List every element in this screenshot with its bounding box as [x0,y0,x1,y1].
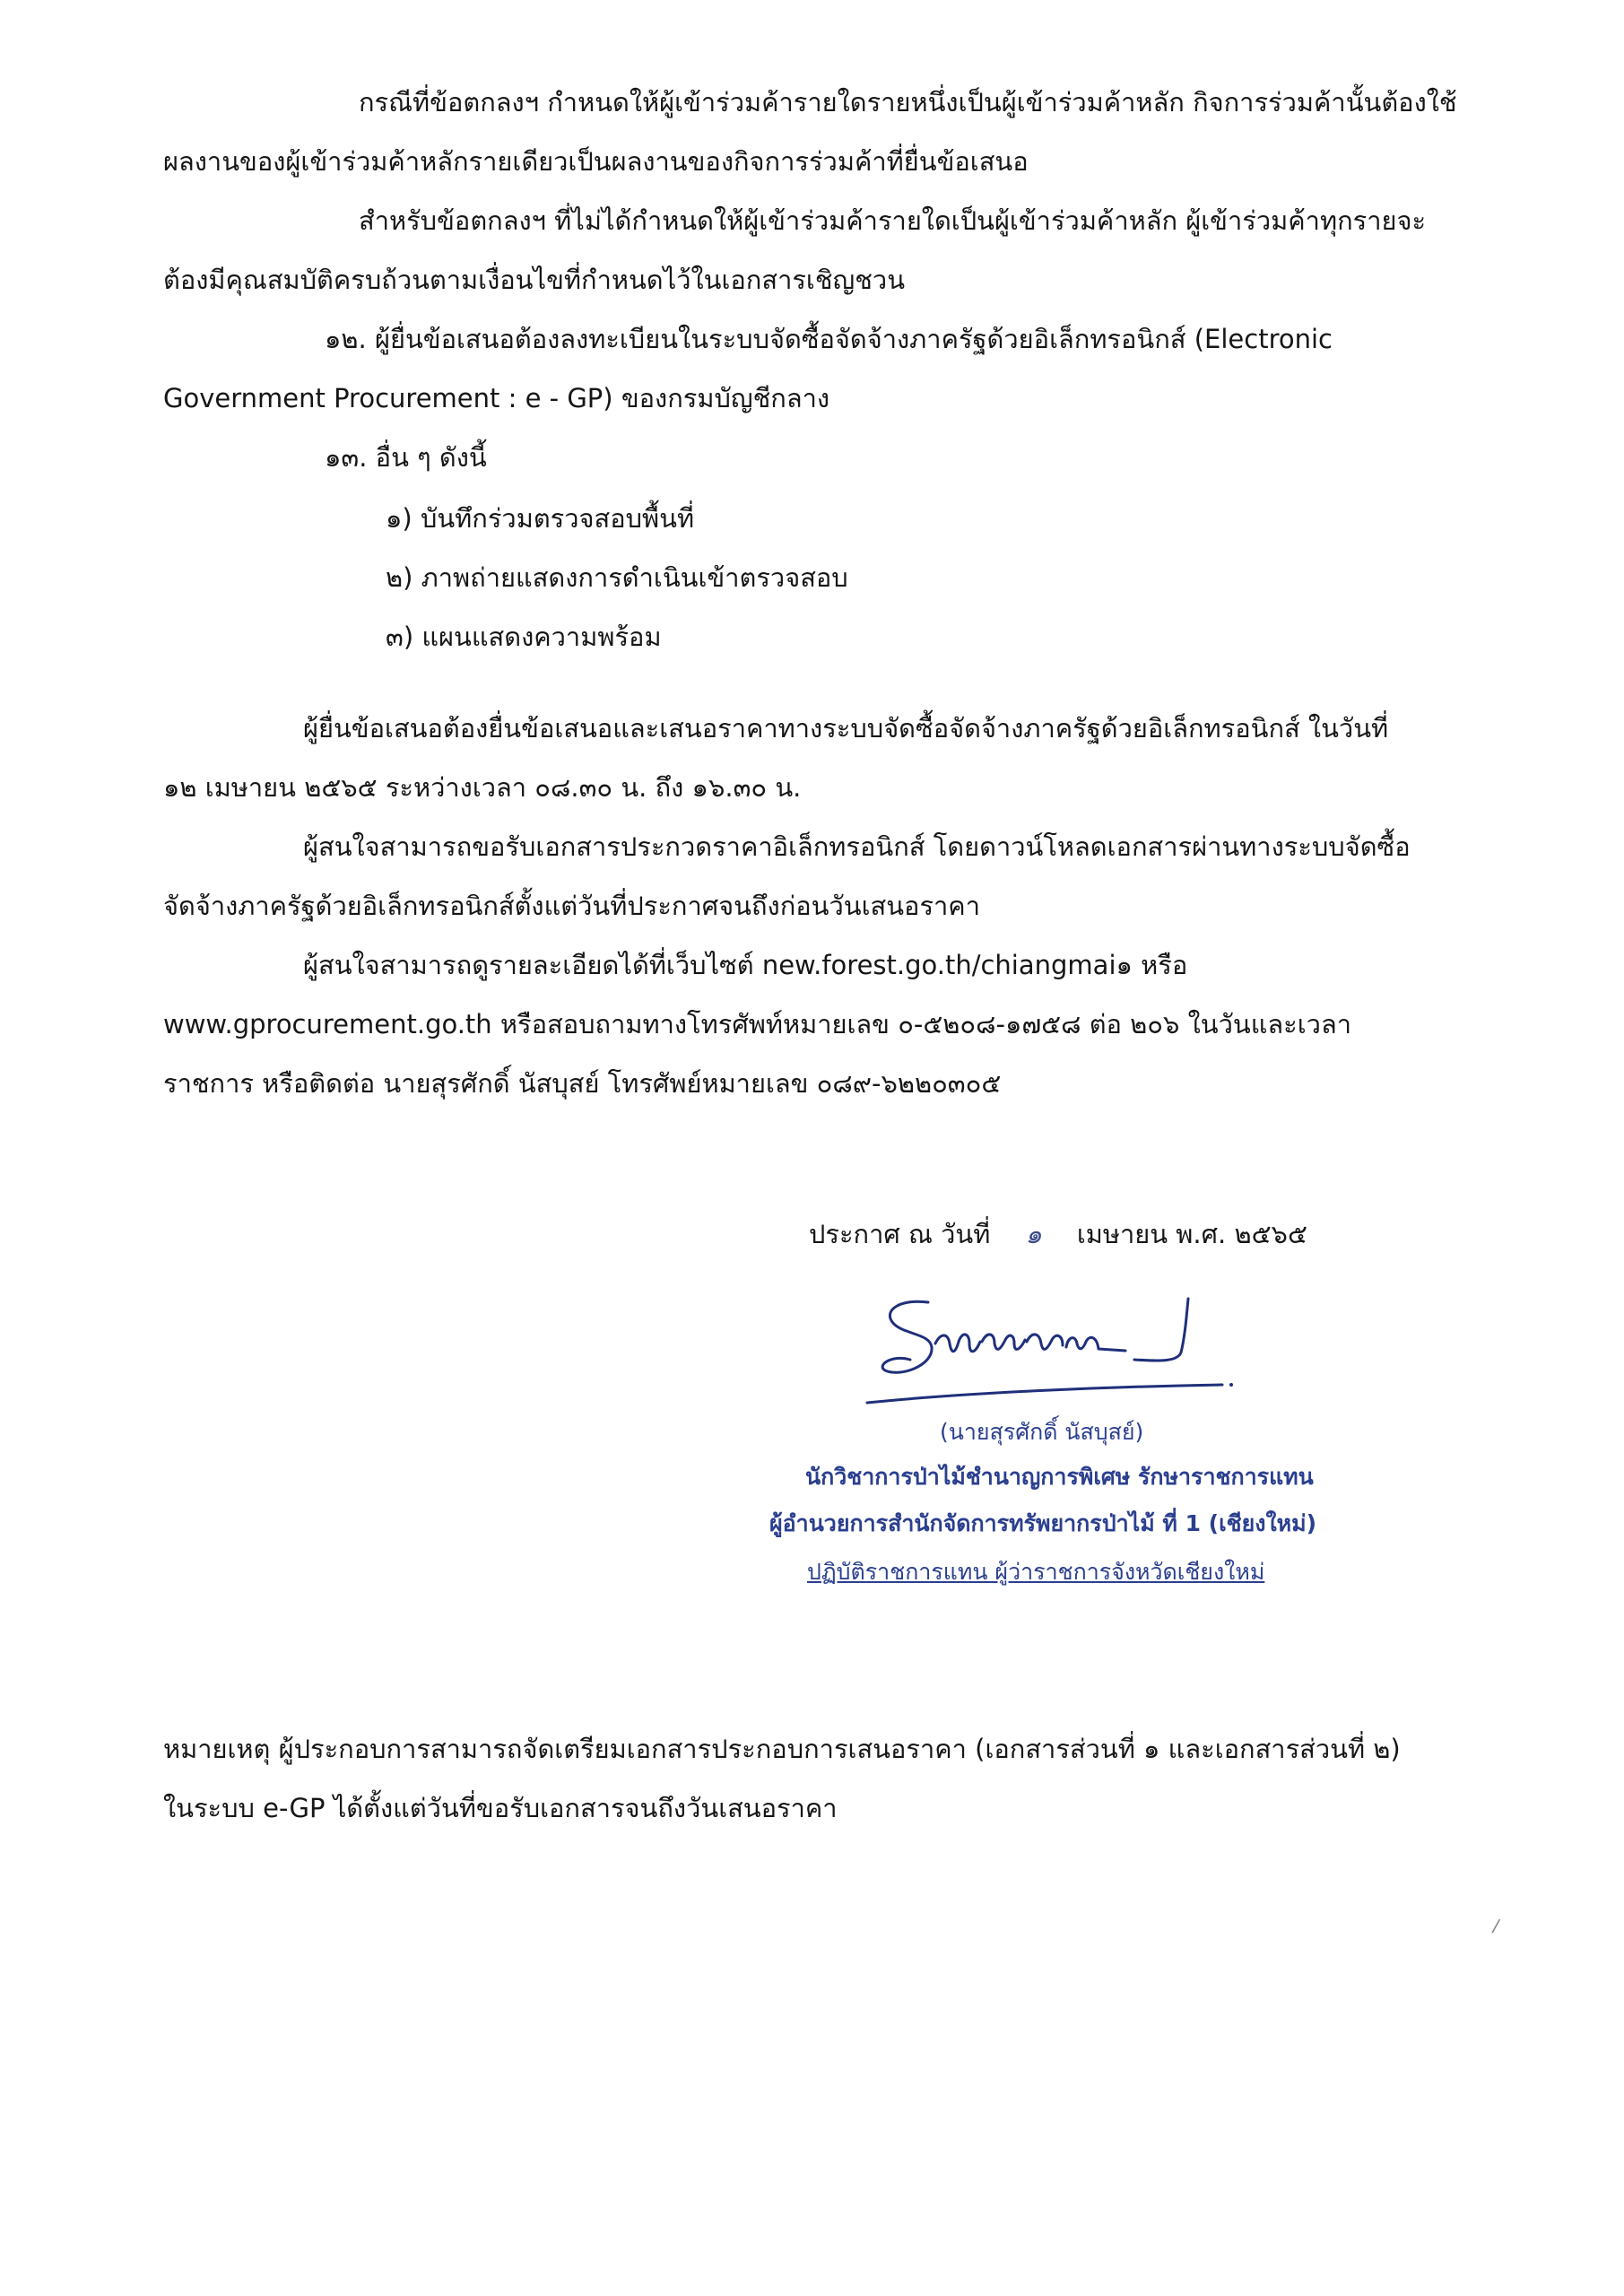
item-13-sub-3: ๓) แผนแสดงความพร้อม [386,622,662,652]
note-line-2: ในระบบ e-GP ได้ตั้งแต่วันที่ขอรับเอกสารจนถึงวันเสนอราคา [163,1793,838,1823]
signatory-name: (นายสุรศักดิ์ นัสบุสย์) [940,1419,1144,1445]
scan-mark: / [1490,1914,1502,1937]
signature [865,1292,1242,1426]
download-line-2: จัดจ้างภาครัฐด้วยอิเล็กทรอนิกส์ตั้งแต่วันที่ประกาศจนถึงก่อนวันเสนอราคา [163,891,980,921]
contact-line-1: ผู้สนใจสามารถดูรายละเอียดได้ที่เว็บไซต์ new.forest.go.th/chiangmai๑ หรือ [303,950,1188,980]
item-13-sub-1: ๑) บันทึกร่วมตรวจสอบพื้นที่ [386,503,695,534]
no-lead-partner-line-1: สำหรับข้อตกลงฯ ที่ไม่ได้กำหนดให้ผู้เข้าร่วมค้ารายใดเป็นผู้เข้าร่วมค้าหลัก ผู้เข้าร่วมค้าทุกรายจะ [359,205,1427,236]
item-13-sub-2: ๒) ภาพถ่ายแสดงการดำเนินเข้าตรวจสอบ [386,562,848,593]
announcement-suffix: เมษายน พ.ศ. ๒๕๖๕ [1076,1219,1307,1249]
signatory-position-1: นักวิชาการป่าไม้ชำนาญการพิเศษ รักษาราชการแทน [805,1464,1314,1490]
note-line-1: หมายเหตุ ผู้ประกอบการสามารถจัดเตรียมเอกสารประกอบการเสนอราคา (เอกสารส่วนที่ ๑ และเอกสารส่วนที่ ๒) [163,1734,1401,1764]
contact-line-2: www.gprocurement.go.th หรือสอบถามทางโทรศัพท์หมายเลข ๐-๕๒๐๘-๑๗๕๘ ต่อ ๒๐๖ ในวันและเวลา [163,1009,1352,1039]
signatory-position-3: ปฏิบัติราชการแทน ผู้ว่าราชการจังหวัดเชียงใหม่ [807,1559,1265,1585]
announcement-day: ๑ [1025,1219,1042,1249]
lead-partner-line-1: กรณีที่ข้อตกลงฯ กำหนดให้ผู้เข้าร่วมค้ารายใดรายหนึ่งเป็นผู้เข้าร่วมค้าหลัก กิจการร่วมค้านั้นต้องใช้ [359,87,1457,117]
announcement-prefix: ประกาศ ณ วันที่ [809,1219,991,1249]
submission-line-1: ผู้ยื่นข้อเสนอต้องยื่นข้อเสนอและเสนอราคาทางระบบจัดซื้อจัดจ้างภาครัฐด้วยอิเล็กทรอนิกส์ ในวันที่ [303,713,1389,744]
announcement-date [809,1216,1307,1252]
item-12-line-2: Government Procurement : e - GP) ของกรมบัญชีกลาง [163,383,830,413]
no-lead-partner-line-2: ต้องมีคุณสมบัติครบถ้วนตามเงื่อนไขที่กำหนดไว้ในเอกสารเชิญชวน [163,265,906,295]
contact-line-3: ราชการ หรือติดต่อ นายสุรศักดิ์ นัสบุสย์ โทรศัพย์หมายเลข ๐๘๙-๖๒๒๐๓๐๕ [163,1068,1002,1099]
submission-line-2: ๑๒ เมษายน ๒๕๖๕ ระหว่างเวลา ๐๘.๓๐ น. ถึง ๑๖.๓๐ น. [163,772,802,803]
download-line-1: ผู้สนใจสามารถขอรับเอกสารประกวดราคาอิเล็กทรอนิกส์ โดยดาวน์โหลดเอกสารผ่านทางระบบจัดซื้อ [303,831,1411,862]
item-13-heading: ๑๓. อื่น ๆ ดังนี้ [325,442,487,473]
lead-partner-line-2: ผลงานของผู้เข้าร่วมค้าหลักรายเดียวเป็นผลงานของกิจการร่วมค้าที่ยื่นข้อเสนอ [163,146,1029,177]
item-12-line-1: ๑๒. ผู้ยื่นข้อเสนอต้องลงทะเบียนในระบบจัดซื้อจัดจ้างภาครัฐด้วยอิเล็กทรอนิกส์ (Electronic [325,324,1333,354]
signatory-position-2: ผู้อำนวยการสำนักจัดการทรัพยากรป่าไม้ ที่ 1 (เชียงใหม่) [769,1510,1317,1536]
